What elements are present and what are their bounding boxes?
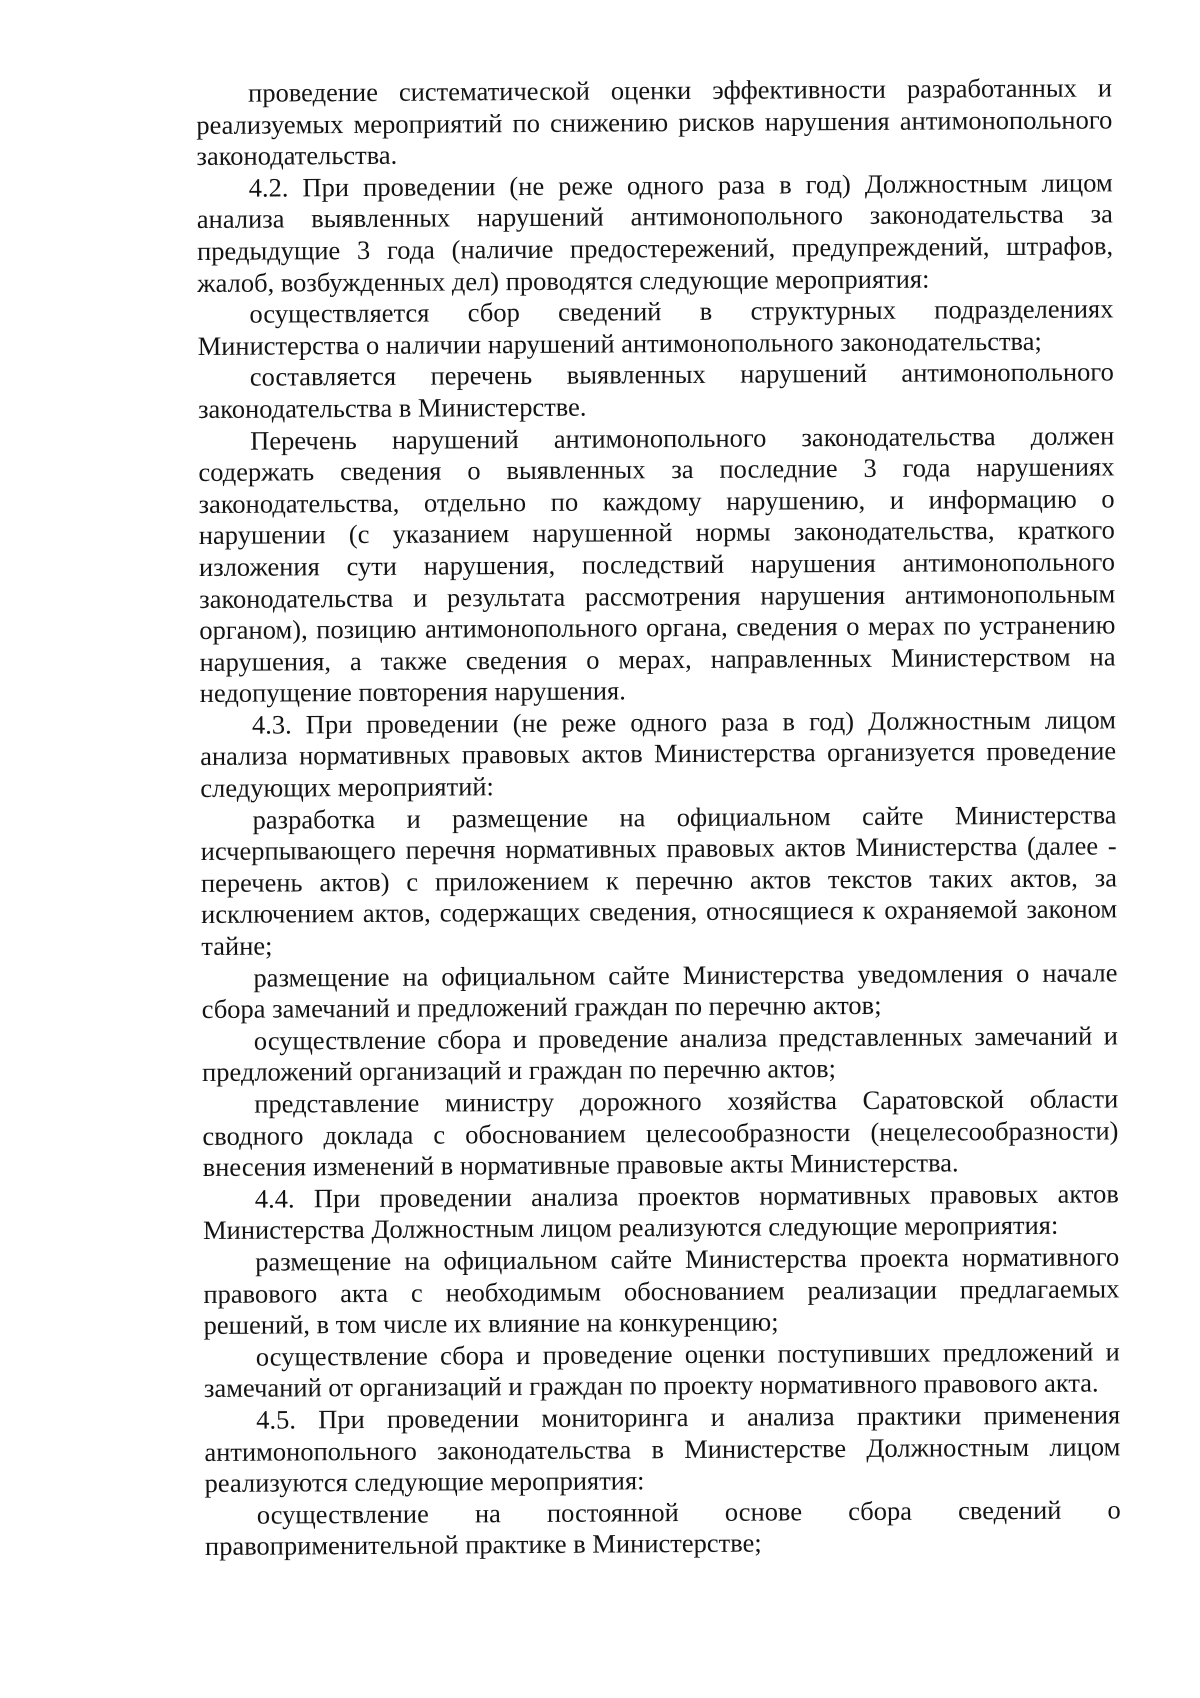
paragraph-notice-publication: размещение на официальном сайте Министерства уведомления о начале сбора замечаний и предложений граждан по перечню актов; <box>201 957 1118 1025</box>
paragraph-4-2: 4.2. При проведении (не реже одного раза в год) Должностным лицом анализа выявленных нарушений антимонопольного законодательства за предыдущие 3 года (наличие предостережений, предупреждений, штрафов, жалоб, возбужденных дел) проводятся следующие мероприятия: <box>196 167 1114 298</box>
paragraph-acts-list: разработка и размещение на официальном сайте Министерства исчерпывающего перечня нормативных правовых актов Министерства (далее - перечень актов) с приложением к перечню актов текстов таких актов, за исключением актов, содержащих сведения, относящиеся к охраняемой законом тайне; <box>200 799 1118 962</box>
paragraph-remarks-analysis: осуществление сбора и проведение анализа представленных замечаний и предложений организаций и граждан по перечню актов; <box>201 1020 1118 1088</box>
paragraph-4-3: 4.3. При проведении (не реже одного раза в год) Должностным лицом анализа нормативных правовых актов Министерства организуется проведение следующих мероприятий: <box>200 704 1117 804</box>
paragraph-4-5: 4.5. При проведении мониторинга и анализа практики применения антимонопольного законодательства в Министерстве Должностным лицом реализуются следующие мероприятия: <box>204 1399 1121 1499</box>
paragraph-summary-report: представление министру дорожного хозяйства Саратовской области сводного доклада с обоснованием целесообразности (нецелесообразности) внесения изменений в нормативные правовые акты Министерства. <box>202 1083 1119 1183</box>
document-page <box>196 72 1121 1562</box>
paragraph-violations-content: Перечень нарушений антимонопольного законодательства должен содержать сведения о выявленных за последние 3 года нарушениях законодательства, отдельно по каждому нарушению, и информацию о нарушении (с указанием нарушенной нормы законодательства, краткого изложения сути нарушения, последствий нарушения антимонопольного законодательства и результата рассмотрения нарушения антимонопольным органом), позицию антимонопольного органа, сведения о мерах по устранению нарушения, а также сведения о мерах, направленных Министерством на недопущение повторения нарушения. <box>198 419 1116 709</box>
paragraph-violations-list: составляется перечень выявленных нарушений антимонопольного законодательства в Министерстве. <box>197 356 1114 424</box>
paragraph-proposals-evaluation: осуществление сбора и проведение оценки поступивших предложений и замечаний от организаций и граждан по проекту нормативного правового акта. <box>203 1336 1120 1404</box>
paragraph-risk-assessment: проведение систематической оценки эффективности разработанных и реализуемых мероприятий по снижению рисков нарушения антимонопольного законодательства. <box>196 72 1113 172</box>
paragraph-draft-publication: размещение на официальном сайте Министерства проекта нормативного правового акта с необходимым обоснованием реализации предлагаемых решений, в том числе их влияние на конкуренцию; <box>203 1241 1120 1341</box>
paragraph-practice-collection: осуществление на постоянной основе сбора сведений о правоприменительной практике в Министерстве; <box>204 1494 1121 1562</box>
paragraph-4-4: 4.4. При проведении анализа проектов нормативных правовых актов Министерства Должностным лицом реализуются следующие мероприятия: <box>202 1178 1119 1246</box>
paragraph-collect-info: осуществляется сбор сведений в структурных подразделениях Министерства о наличии нарушений антимонопольного законодательства; <box>197 293 1114 361</box>
